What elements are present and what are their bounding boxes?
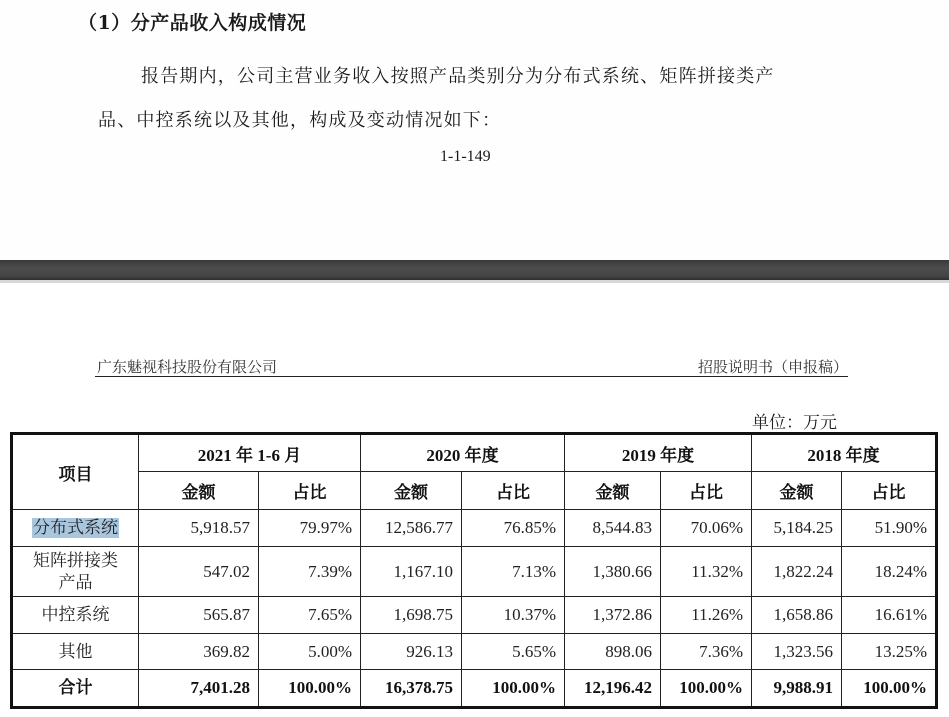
page-separator	[0, 260, 949, 280]
amount-cell: 1,698.75	[361, 597, 462, 634]
amount-cell: 926.13	[361, 634, 462, 670]
row-label: 中控系统	[12, 597, 139, 634]
share-cell: 51.90%	[842, 510, 937, 547]
share-cell: 7.36%	[661, 634, 752, 670]
company-name: 广东魅视科技股份有限公司	[97, 358, 278, 376]
section-title: （1）分产品收入构成情况	[78, 12, 307, 34]
share-cell: 11.32%	[661, 547, 752, 597]
table-row	[12, 634, 937, 670]
total-row	[12, 670, 937, 708]
share-cell: 5.00%	[259, 634, 361, 670]
sub-header-row	[12, 472, 937, 510]
share-cell: 76.85%	[462, 510, 565, 547]
page-number: 1-1-149	[440, 148, 491, 165]
amount-cell: 898.06	[565, 634, 661, 670]
amount-cell: 1,658.86	[752, 597, 842, 634]
period-header-row	[12, 434, 937, 472]
amount-header: 金额	[361, 472, 462, 510]
share-cell: 11.26%	[661, 597, 752, 634]
running-header	[95, 354, 848, 377]
share-cell: 79.97%	[259, 510, 361, 547]
share-header: 占比	[842, 472, 937, 510]
share-cell: 5.65%	[462, 634, 565, 670]
amount-cell: 565.87	[139, 597, 259, 634]
share-cell: 16.61%	[842, 597, 937, 634]
amount-cell: 16,378.75	[361, 670, 462, 708]
row-label[interactable]	[12, 510, 139, 547]
amount-cell: 1,323.56	[752, 634, 842, 670]
item-header: 项目	[12, 434, 139, 510]
unit-label: 单位：万元	[752, 413, 837, 433]
period-header-2018: 2018 年度	[752, 434, 937, 472]
share-header: 占比	[462, 472, 565, 510]
period-header-2021h1: 2021 年 1-6 月	[139, 434, 361, 472]
row-label-line-1: 矩阵拼接类	[33, 550, 118, 571]
share-cell: 70.06%	[661, 510, 752, 547]
amount-cell: 547.02	[139, 547, 259, 597]
share-cell: 13.25%	[842, 634, 937, 670]
share-cell: 100.00%	[462, 670, 565, 708]
amount-cell: 9,988.91	[752, 670, 842, 708]
selected-text[interactable]: 分布式系统	[33, 518, 118, 538]
revenue-by-product-table	[10, 432, 938, 709]
share-cell: 7.13%	[462, 547, 565, 597]
amount-cell: 5,184.25	[752, 510, 842, 547]
row-label	[12, 547, 139, 597]
amount-cell: 369.82	[139, 634, 259, 670]
amount-cell: 5,918.57	[139, 510, 259, 547]
amount-cell: 1,822.24	[752, 547, 842, 597]
share-cell: 18.24%	[842, 547, 937, 597]
paragraph-line-1: 报告期内，公司主营业务收入按照产品类别分为分布式系统、矩阵拼接类产	[141, 66, 775, 87]
amount-header: 金额	[565, 472, 661, 510]
amount-cell: 1,380.66	[565, 547, 661, 597]
share-cell: 100.00%	[661, 670, 752, 708]
period-header-2019: 2019 年度	[565, 434, 752, 472]
table-row	[12, 547, 937, 597]
period-header-2020: 2020 年度	[361, 434, 565, 472]
share-cell: 100.00%	[259, 670, 361, 708]
row-label-line-2: 产品	[58, 572, 93, 593]
page-separator-shadow	[0, 280, 949, 283]
amount-header: 金额	[139, 472, 259, 510]
amount-cell: 8,544.83	[565, 510, 661, 547]
paragraph-line-2: 品、中控系统以及其他，构成及变动情况如下：	[98, 110, 502, 131]
share-header: 占比	[661, 472, 752, 510]
share-cell: 7.65%	[259, 597, 361, 634]
table-row	[12, 597, 937, 634]
amount-header: 金额	[752, 472, 842, 510]
amount-cell: 1,167.10	[361, 547, 462, 597]
row-label: 其他	[12, 634, 139, 670]
table-row	[12, 510, 937, 547]
share-header: 占比	[259, 472, 361, 510]
upper-page	[0, 0, 949, 260]
share-cell: 100.00%	[842, 670, 937, 708]
row-label: 合计	[12, 670, 139, 708]
amount-cell: 7,401.28	[139, 670, 259, 708]
share-cell: 7.39%	[259, 547, 361, 597]
amount-cell: 1,372.86	[565, 597, 661, 634]
document-type: 招股说明书（申报稿）	[697, 358, 848, 376]
share-cell: 10.37%	[462, 597, 565, 634]
amount-cell: 12,586.77	[361, 510, 462, 547]
amount-cell: 12,196.42	[565, 670, 661, 708]
